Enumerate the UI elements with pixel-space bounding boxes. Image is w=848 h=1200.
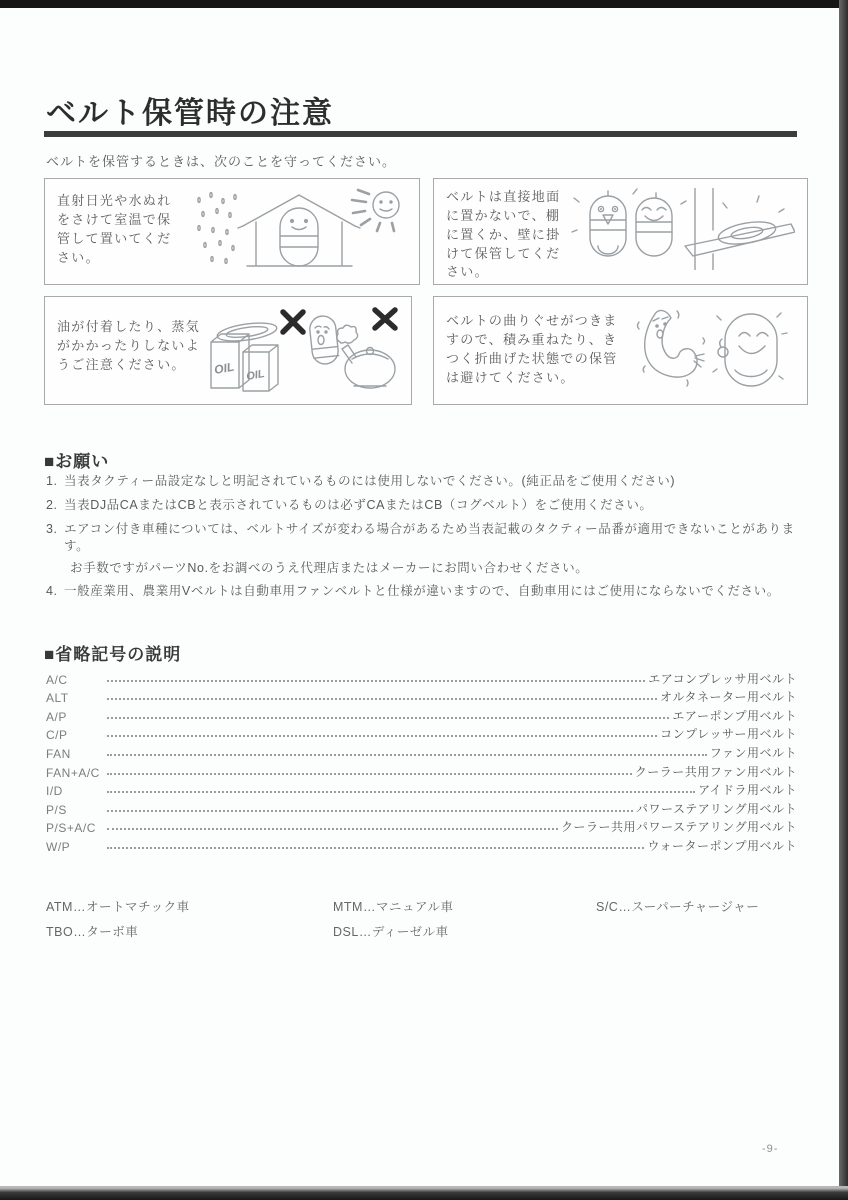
intro-text: ベルトを保管するときは、次のことを守ってください。	[46, 154, 397, 169]
abbr-row	[46, 799, 797, 818]
storage-note-text: ベルトは直接地面に置かないで、棚に置くか、壁に掛けて保管してください。	[446, 189, 561, 280]
abbr-row	[46, 818, 797, 837]
dotted-leader	[107, 698, 657, 700]
x-mark-icon	[283, 312, 303, 332]
dotted-leader	[107, 828, 558, 830]
storage-illustration-4	[627, 306, 795, 394]
rain-icon	[198, 193, 236, 264]
item-text	[64, 521, 806, 577]
item-number: 3.	[46, 521, 58, 536]
x-mark-icon	[375, 310, 395, 328]
vehicle-abbr-col-2	[333, 895, 453, 945]
abbr-row	[46, 688, 797, 707]
abbr-label: P/S+A/C	[46, 821, 96, 836]
item-number: 4.	[46, 584, 58, 599]
svg-text:OIL: OIL	[245, 367, 266, 383]
dotted-leader	[107, 680, 645, 682]
abbr-row	[46, 781, 797, 800]
sad-bent-belt-icon	[638, 311, 705, 386]
vehicle-abbr: MTM…マニュアル車	[333, 900, 454, 914]
dotted-leader	[107, 773, 632, 775]
item-text: 一般産業用、農業用Vベルトは自動車用ファンベルトと仕様が違いますので、自動車用にはご使用にならないでください。	[64, 584, 780, 599]
abbr-label: P/S	[46, 802, 67, 817]
onegai-item	[46, 583, 806, 600]
vehicle-abbr: ATM…オートマチック車	[46, 900, 190, 914]
storage-note-box-sunlight	[44, 178, 420, 285]
vehicle-abbr-col-3	[596, 895, 759, 920]
abbr-row	[46, 669, 797, 688]
onegai-item	[46, 521, 806, 577]
abbr-row	[46, 743, 797, 762]
storage-illustration-2	[567, 188, 795, 270]
dotted-leader	[107, 717, 669, 719]
storage-illustration-3	[207, 306, 399, 394]
vehicle-abbr-col-1	[46, 895, 190, 945]
item-text: 当表DJ品CAまたはCBと表示されているものは必ずCAまたはCB（コグベルト）をご使用ください。	[64, 497, 653, 512]
abbr-row	[46, 836, 797, 855]
dotted-leader	[107, 847, 644, 849]
abbr-label: FAN	[46, 746, 71, 761]
abbr-desc: ファン用ベルト	[709, 745, 797, 760]
house-belt-icon	[238, 195, 360, 266]
abbr-row	[46, 762, 797, 781]
onegai-item	[46, 473, 806, 490]
abbr-desc: エアーポンプ用ベルト	[672, 708, 797, 723]
storage-note-text: 直射日光や水ぬれをさけて室温で保管して置いてください。	[57, 193, 172, 265]
storage-note-box-oil-steam	[44, 296, 412, 405]
abbr-desc: クーラー共用パワーステアリング用ベルト	[561, 820, 797, 835]
steam-kettle-belt-icon	[309, 315, 395, 388]
happy-belt-icon	[713, 313, 787, 386]
item-text-line1: エアコン付き車種については、ベルトサイズが変わる場合があるため当表記載のタクティー品番が適用できないことがあります。	[64, 521, 795, 553]
abbr-label: A/C	[46, 672, 68, 687]
page-number: -9-	[762, 1143, 779, 1155]
abbr-label: I/D	[46, 784, 63, 799]
abbr-heading: ■省略記号の説明	[44, 645, 182, 664]
abbr-label: ALT	[46, 691, 69, 706]
item-number: 2.	[46, 497, 58, 512]
abbr-desc: クーラー共用ファン用ベルト	[634, 764, 797, 779]
dotted-leader	[107, 754, 707, 756]
vehicle-abbr: S/C…スーパーチャージャー	[596, 900, 760, 914]
onegai-list	[46, 473, 806, 607]
abbr-desc: アイドラ用ベルト	[698, 783, 797, 798]
abbr-desc: オルタネーター用ベルト	[659, 690, 797, 705]
vehicle-abbr: DSL…ディーゼル車	[333, 925, 449, 939]
abbr-desc: パワーステアリング用ベルト	[636, 801, 797, 816]
scan-edge-bottom	[0, 1186, 848, 1200]
hanging-belts-icon	[572, 189, 686, 256]
abbr-desc: コンプレッサー用ベルト	[660, 727, 797, 742]
abbr-row	[46, 706, 797, 725]
onegai-heading: ■お願い	[44, 452, 110, 471]
item-number: 1.	[46, 474, 58, 488]
onegai-item	[46, 497, 806, 514]
item-text-line2: お手数ですがパーツNo.をお調べのうえ代理店またはメーカーにお問い合わせください。	[70, 560, 589, 575]
storage-note-box-bending	[433, 296, 808, 405]
abbr-desc: ウォーターポンプ用ベルト	[647, 838, 797, 853]
abbr-label: A/P	[46, 709, 67, 724]
sun-icon	[352, 190, 399, 231]
dotted-leader	[107, 735, 657, 737]
item-text: 当表タクティー品設定なしと明記されているものには使用しないでください。(純正品をご使用ください)	[64, 474, 676, 488]
svg-text:OIL: OIL	[213, 359, 236, 377]
abbr-table	[46, 669, 797, 855]
scan-edge-right	[839, 0, 848, 1200]
abbr-desc: エアコンプレッサ用ベルト	[648, 671, 797, 686]
storage-note-box-shelf	[433, 178, 808, 285]
dotted-leader	[107, 791, 695, 793]
page-title: ベルト保管時の注意	[46, 97, 334, 130]
oil-cans-belt-icon	[211, 320, 278, 391]
title-underline	[44, 131, 797, 137]
scan-edge-top	[0, 0, 848, 8]
abbr-label: C/P	[46, 728, 68, 743]
storage-note-text: ベルトの曲りぐせがつきますので、積み重ねたり、きつく折曲げた状態での保管は避けてください。	[446, 313, 618, 385]
abbr-row	[46, 725, 797, 744]
abbr-label: FAN+A/C	[46, 765, 100, 780]
storage-illustration-1	[193, 188, 407, 272]
vehicle-abbr: TBO…ターボ車	[46, 925, 139, 939]
abbr-label: W/P	[46, 839, 71, 854]
dotted-leader	[107, 810, 633, 812]
storage-note-text: 油が付着したり、蒸気がかかったりしないようご注意ください。	[57, 319, 201, 372]
wall-shelf-belt-icon	[685, 188, 795, 270]
